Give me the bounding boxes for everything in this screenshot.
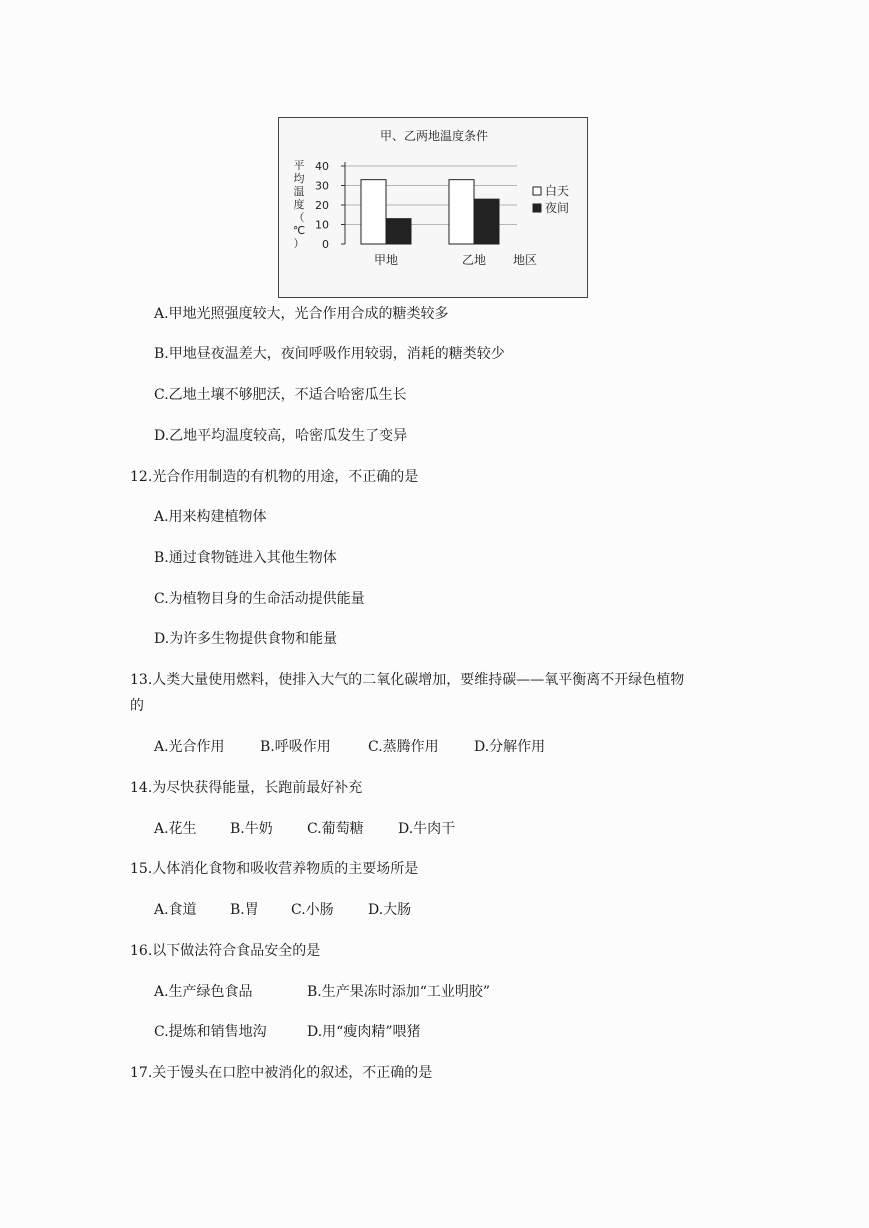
q12-option-c: C.为植物目身的生命活动提供能量 (154, 591, 365, 607)
q12-option-d: D.为许多生物提供食物和能量 (154, 631, 338, 647)
y-axis-label-char: 温 (293, 185, 305, 198)
bar-night (386, 219, 411, 244)
q16-option-a: A.生产绿色食品 (154, 984, 253, 1000)
x-tick-label: 甲地 (373, 253, 399, 267)
y-axis-label-char: 平 (293, 159, 305, 172)
q16-stem: 16.以下做法符合食品安全的是 (130, 943, 321, 959)
q12-option-a: A.用来构建植物体 (154, 509, 267, 525)
bar-day (361, 180, 386, 244)
legend-swatch (533, 204, 541, 212)
x-tick-label: 乙地 (461, 253, 487, 267)
y-axis-label-char: 均 (293, 172, 305, 185)
q13-options (154, 737, 654, 757)
chart-svg (279, 118, 589, 299)
q14-option-c: C.葡萄糖 (307, 821, 364, 837)
q15-options (154, 900, 554, 920)
legend-swatch (533, 187, 541, 195)
q12-stem: 12.光合作用制造的有机物的用途，不正确的是 (130, 469, 419, 485)
y-tick-label: 40 (315, 160, 329, 173)
bar-night (474, 199, 499, 244)
y-axis-label-char: （ (293, 211, 305, 224)
q17-stem: 17.关于馒头在口腔中被消化的叙述，不正确的是 (130, 1065, 433, 1081)
q13-option-a: A.光合作用 (154, 739, 225, 755)
legend-label: 夜间 (545, 201, 570, 215)
q13-stem-line1: 13.人类大量使用燃料，使排入大气的二氧化碳增加，要维持碳——氧平衡离不开绿色植物 (130, 672, 685, 688)
q15-stem: 15.人体消化食物和吸收营养物质的主要场所是 (130, 861, 419, 877)
x-axis-label: 地区 (512, 253, 538, 267)
q12-option-b: B.通过食物链进入其他生物体 (154, 550, 337, 566)
legend-label: 白天 (545, 184, 570, 198)
q15-option-a: A.食道 (154, 902, 197, 918)
q14-option-b: B.牛奶 (230, 821, 273, 837)
q15-option-b: B.胃 (230, 902, 259, 918)
y-tick-label: 10 (315, 218, 329, 232)
y-axis-label-char: ） (293, 237, 305, 250)
q16-option-c: C.提炼和销售地沟 (154, 1024, 267, 1040)
y-tick-label: 20 (315, 199, 329, 212)
y-tick-label: 30 (315, 179, 329, 193)
q16-options-row2 (154, 1022, 654, 1042)
q13-option-b: B.呼吸作用 (260, 739, 331, 755)
q13-stem-line2: 的 (130, 698, 144, 714)
y-axis-label-char: ℃ (292, 224, 306, 237)
q16-option-b: B.生产果冻时添加“工业明胶” (307, 984, 491, 1000)
q14-option-a: A.花生 (154, 821, 197, 837)
bar-day (449, 180, 474, 244)
q14-options (154, 819, 554, 839)
q15-option-d: D.大肠 (368, 902, 412, 918)
q14-stem: 14.为尽快获得能量，长跑前最好补充 (130, 780, 363, 796)
q13-option-c: C.蒸腾作用 (368, 739, 439, 755)
q15-option-c: C.小肠 (291, 902, 334, 918)
q11-option-b: B.甲地昼夜温差大，夜间呼吸作用较弱，消耗的糖类较少 (154, 346, 505, 362)
q14-option-d: D.牛肉干 (398, 821, 456, 837)
q13-option-d: D.分解作用 (474, 739, 546, 755)
chart-title: 甲、乙两地温度条件 (379, 129, 489, 143)
q11-option-d: D.乙地平均温度较高，哈密瓜发生了变异 (154, 428, 408, 444)
y-axis-label-char: 度 (293, 198, 305, 211)
q11-option-a: A.甲地光照强度较大，光合作用合成的糖类较多 (154, 306, 449, 322)
q16-options-row1 (154, 982, 654, 1002)
q16-option-d: D.用“瘦肉精”喂猪 (307, 1024, 421, 1040)
q11-option-c: C.乙地土壤不够肥沃，不适合哈密瓜生长 (154, 387, 407, 403)
temperature-chart (278, 117, 588, 298)
y-tick-label: 0 (322, 238, 329, 251)
